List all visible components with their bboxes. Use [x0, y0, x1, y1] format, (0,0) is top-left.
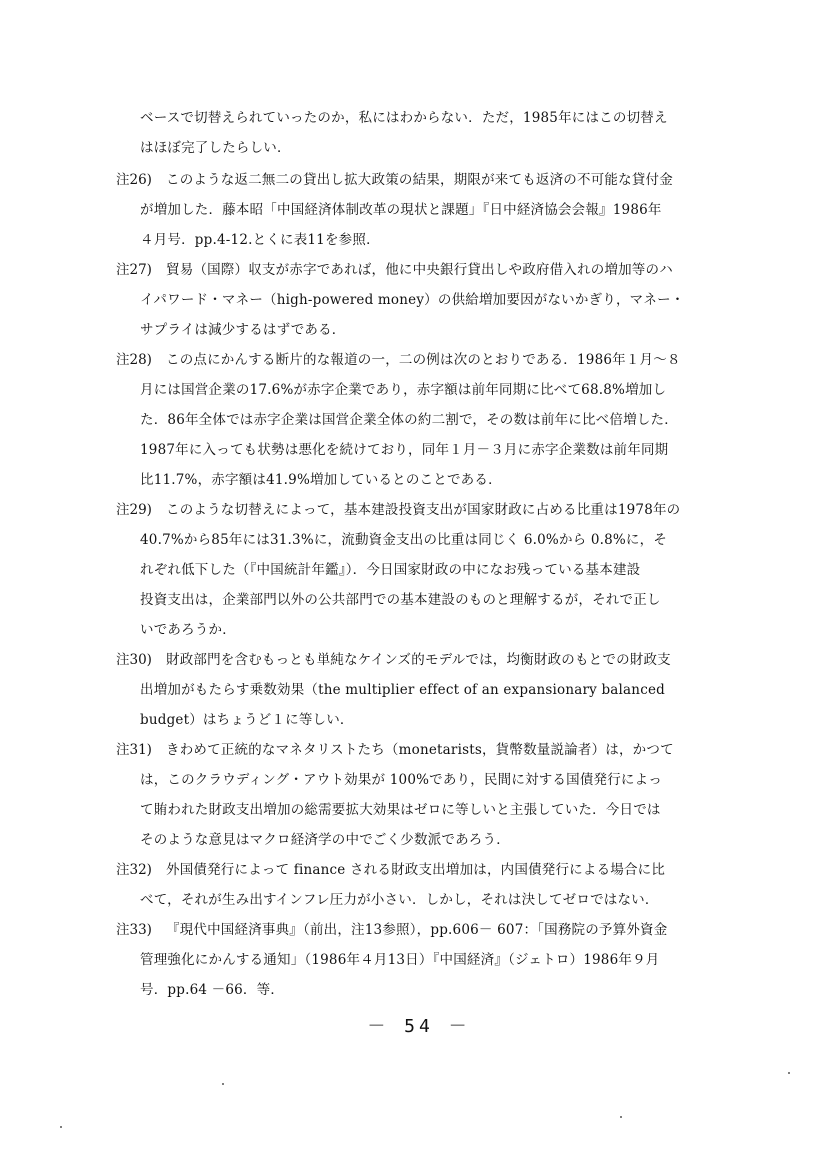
scan-speck	[60, 1126, 62, 1128]
footnote-label-29: 注29)	[116, 502, 152, 518]
footnote-32-line: べて，それが生み出すインフレ圧力が小さい．しかし，それは決してゼロではない．	[140, 892, 659, 908]
footnote-29-line: いであろうか．	[140, 622, 236, 638]
scan-speck	[222, 1083, 224, 1085]
footnote-27-line: 貿易（国際）収支が赤字であれば，他に中央銀行貸出しや政府借入れの増加等のハ	[166, 262, 673, 278]
footnote-label-27: 注27)	[116, 262, 152, 278]
footnote-28-line: 比11.7%，赤字額は41.9%増加しているとのことである．	[140, 472, 502, 488]
footnote-31-line: きわめて正統的なマネタリストたち（monetarists，貨幣数量説論者）は，かつて	[166, 742, 674, 758]
footnote-29-line: れぞれ低下した（『中国統計年鑑』）．今日国家財政の中になお残っている基本建設	[140, 562, 641, 578]
footnote-29-line: 40.7%から85年には31.3%に，流動資金支出の比重は同じく 6.0%から 0.8%に，そ	[140, 532, 668, 548]
continuation-line: ベースで切替えられていったのか，私にはわからない．ただ，1985年にはこの切替え	[140, 110, 668, 126]
footnote-33-line: 管理強化にかんする通知」（1986年４月13日）『中国経済』（ジェトロ）1986年９月	[140, 952, 660, 968]
footnote-label-32: 注32)	[116, 862, 152, 878]
footnote-28-line: た．86年全体では赤字企業は国営企業全体の約二割で，その数は前年に比べ倍増した．	[140, 412, 678, 428]
footnote-32-line: 外国債発行によって finance される財政支出増加は，内国債発行による場合に比	[166, 862, 666, 878]
scan-speck	[620, 1116, 622, 1118]
footnote-28-line: 1987年に入っても状勢は悪化を続けており，同年１月－３月に赤字企業数は前年同期	[140, 442, 669, 458]
footnote-31-line: そのような意見はマクロ経済学の中でごく少数派であろう．	[140, 832, 510, 848]
continuation-line: はほぼ完了したらしい．	[140, 140, 291, 156]
footnote-31-line: て賄われた財政支出増加の総需要拡大効果はゼロに等しいと主張していた．今日では	[140, 802, 661, 818]
footnote-33-line: 号．pp.64 －66．等．	[140, 982, 285, 998]
footnote-30-line: budget）はちょうど１に等しい．	[140, 712, 354, 728]
footnote-label-28: 注28)	[116, 352, 152, 368]
footnote-30-line: 財政部門を含むもっとも単純なケインズ的モデルでは，均衡財政のもとでの財政支	[166, 652, 671, 668]
footnote-29-line: 投資支出は，企業部門以外の公共部門での基本建設のものと理解するが，それで正し	[140, 592, 661, 608]
footnote-label-33: 注33)	[116, 922, 152, 938]
footnote-28-line: この点にかんする断片的な報道の一，二の例は次のとおりである．1986年１月～８	[166, 352, 681, 368]
footnote-31-line: は，このクラウディング・アウト効果が 100%であり，民間に対する国債発行によっ	[140, 772, 663, 788]
footnote-29-line: このような切替えによって，基本建設投資支出が国家財政に占める比重は1978年の	[166, 502, 681, 518]
footnote-30-line: 出増加がもたらす乗数効果（the multiplier effect of an expansionary balanced	[140, 682, 665, 698]
footnote-26-line: ４月号．pp.4-12.とくに表11を参照．	[140, 232, 380, 248]
footnote-26-line: が増加した．藤本昭「中国経済体制改革の現状と課題」『日中経済協会会報』1986年	[140, 202, 662, 218]
page-number: － 54 －	[367, 1016, 471, 1037]
footnote-27-line: イパワード・マネー（high-powered money）の供給増加要因がないかぎり，マネー・	[140, 292, 685, 308]
footnote-label-26: 注26)	[116, 172, 152, 188]
footnote-27-line: サプライは減少するはずである．	[140, 322, 346, 338]
footnote-label-30: 注30)	[116, 652, 152, 668]
footnote-26-line: このような返二無二の貸出し拡大政策の結果，期限が来ても返済の不可能な貸付金	[166, 172, 673, 188]
footnote-28-line: 月には国営企業の17.6%が赤字企業であり，赤字額は前年同期に比べて68.8%増加し	[140, 382, 667, 398]
footnote-33-line: 『現代中国経済事典』（前出，注13参照），pp.606－ 607：「国務院の予算外資金	[166, 922, 668, 938]
scan-speck	[788, 1072, 790, 1074]
footnote-label-31: 注31)	[116, 742, 152, 758]
